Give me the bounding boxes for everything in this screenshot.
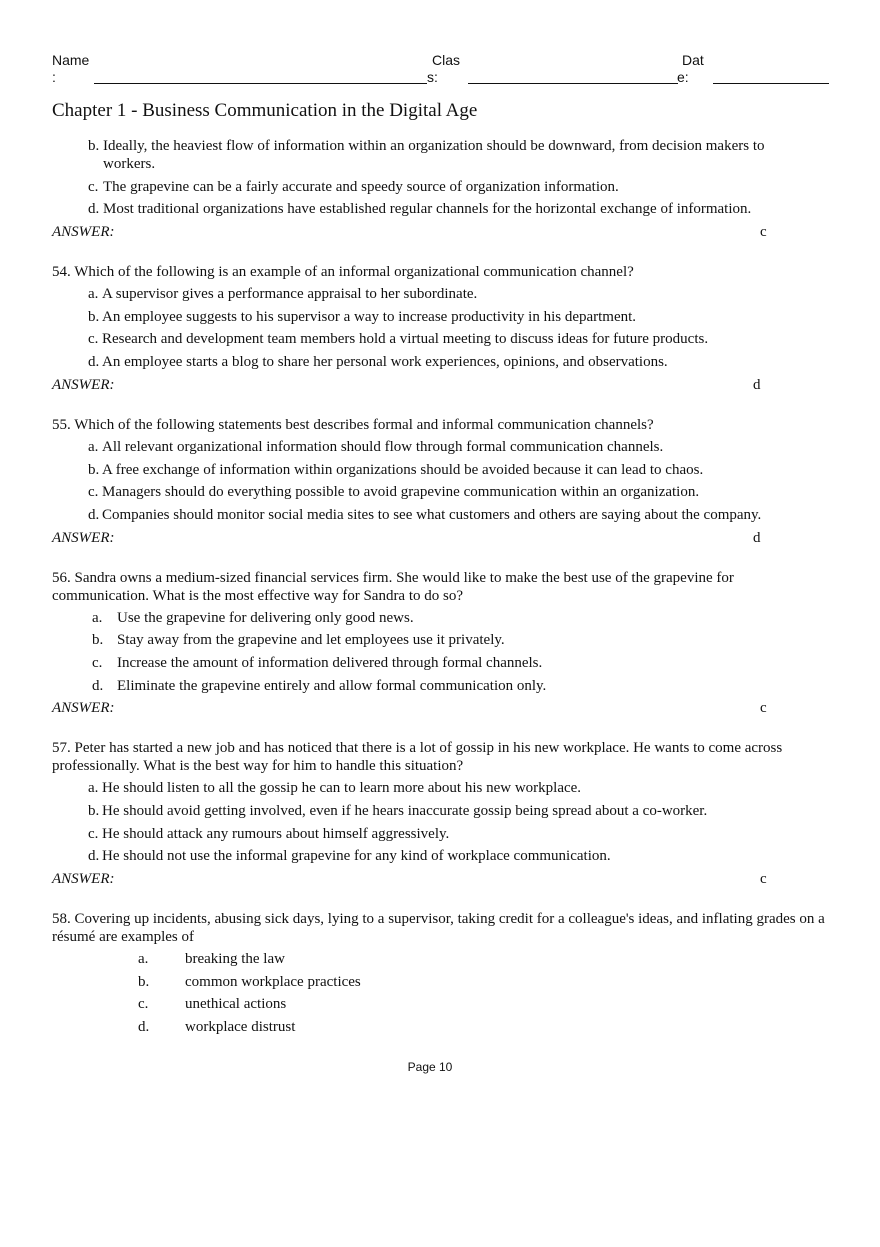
class-label: Clas [432, 52, 461, 68]
option-letter: d. [88, 354, 100, 371]
option-text: workplace distrust [185, 1019, 296, 1036]
option-letter: d. [88, 848, 100, 865]
option [52, 178, 828, 196]
option [52, 609, 828, 627]
question-58 [52, 910, 828, 1036]
question-stem: 55. Which of the following statements best describes formal and informal communication channels? [52, 416, 654, 433]
chapter-title: Chapter 1 - Business Communication in the Digital Age [52, 100, 478, 121]
question-list [52, 137, 828, 1041]
option-letter: b. [88, 461, 100, 478]
option [52, 802, 828, 820]
name-label-colon: : [52, 69, 56, 85]
answer-label: ANSWER: [52, 224, 115, 241]
option-letter: c. [88, 331, 99, 348]
option-text: Ideally, the heaviest flow of information within an organization should be downward, from decision makers to workers. [103, 138, 765, 172]
answer-value: d [753, 529, 761, 546]
page-footer [0, 1060, 880, 1074]
question-53-continued [52, 137, 828, 241]
option-text: The grapevine can be a fairly accurate and speedy source of organization information. [103, 178, 619, 195]
option-text: A free exchange of information within organizations should be avoided because it can lead to chaos. [102, 461, 704, 478]
option-text: Use the grapevine for delivering only good news. [117, 609, 414, 626]
option [52, 825, 828, 843]
question-54 [52, 263, 828, 394]
answer-value: c [760, 700, 767, 717]
option-text: He should attack any rumours about himself aggressively. [102, 825, 450, 842]
option-letter: b. [92, 632, 104, 649]
option-letter: a. [88, 780, 99, 797]
option-text: Stay away from the grapevine and let employees use it privately. [117, 632, 505, 649]
answer-row [52, 376, 828, 394]
option-text: breaking the law [185, 951, 285, 968]
answer-value: c [760, 224, 767, 241]
class-label-suffix: s: [427, 69, 438, 85]
option-letter: c. [88, 178, 99, 195]
name-field-line[interactable] [94, 83, 427, 84]
option-text: Eliminate the grapevine entirely and allow formal communication only. [117, 677, 547, 694]
option-letter: c. [88, 825, 99, 842]
option-text: unethical actions [185, 996, 287, 1013]
option-letter: c. [92, 654, 103, 671]
header-fields [0, 52, 880, 92]
answer-row [52, 699, 828, 717]
option [52, 506, 828, 524]
option [52, 631, 828, 649]
question-stem: 54. Which of the following is an example of an informal organizational communication channel? [52, 264, 634, 281]
option-text: Increase the amount of information delivered through formal channels. [117, 654, 543, 671]
option-letter: b. [138, 973, 150, 990]
option [52, 677, 828, 695]
option-text: Managers should do everything possible to avoid grapevine communication within an organization. [102, 484, 700, 501]
option [52, 308, 828, 326]
answer-row [52, 223, 828, 241]
option-letter: a. [92, 609, 103, 626]
answer-row [52, 529, 828, 547]
option-letter: d. [138, 1019, 150, 1036]
page-number: Page 10 [407, 1060, 453, 1074]
option [52, 950, 828, 968]
class-field-line[interactable] [468, 83, 678, 84]
date-label: Dat [682, 52, 704, 68]
option-text: All relevant organizational information should flow through formal communication channels. [102, 438, 664, 455]
answer-value: d [753, 376, 761, 393]
option-letter: b. [88, 308, 100, 325]
option-text: A supervisor gives a performance appraisal to her subordinate. [102, 286, 478, 303]
option-text: Research and development team members hold a virtual meeting to discuss ideas for future products. [102, 331, 709, 348]
option-text: An employee suggests to his supervisor a way to increase productivity in his department. [102, 308, 637, 325]
option-letter: c. [138, 996, 149, 1013]
answer-value: c [760, 871, 767, 888]
option [52, 779, 828, 797]
option [52, 285, 828, 303]
option-letter: b. [88, 138, 100, 154]
option-text: An employee starts a blog to share her personal work experiences, opinions, and observations. [102, 354, 668, 371]
option [52, 847, 828, 865]
option-letter: d. [88, 201, 100, 218]
answer-row [52, 870, 828, 888]
option [52, 353, 828, 371]
option [52, 438, 828, 456]
option-text: He should not use the informal grapevine for any kind of workplace communication. [102, 848, 611, 865]
option [52, 200, 828, 218]
option [52, 654, 828, 672]
option [52, 483, 828, 501]
option-text: He should listen to all the gossip he can to learn more about his new workplace. [102, 780, 582, 797]
option-letter: d. [88, 506, 100, 523]
option [52, 330, 828, 348]
answer-label: ANSWER: [52, 700, 115, 717]
option-letter: b. [88, 803, 100, 819]
question-stem: 56. Sandra owns a medium-sized financial services firm. She would like to make the best use of the grapevine for communication. What is the most effective way for Sandra to do so? [52, 569, 734, 604]
option [52, 973, 828, 991]
option-text: He should avoid getting involved, even if he hears inaccurate gossip being spread about a co-worker. [102, 803, 708, 819]
question-56 [52, 569, 828, 718]
date-field-line[interactable] [713, 83, 829, 84]
option-text: Most traditional organizations have established regular channels for the horizontal exchange of information. [103, 201, 752, 218]
option-letter: a. [138, 951, 149, 968]
date-label-suffix: e: [677, 69, 689, 85]
question-57 [52, 739, 828, 888]
question-stem: 58. Covering up incidents, abusing sick days, lying to a supervisor, taking credit for a colleague's ideas, and inflating grades on a résumé are examples of [52, 911, 825, 946]
answer-label: ANSWER: [52, 376, 115, 393]
answer-label: ANSWER: [52, 529, 115, 546]
option-letter: c. [88, 484, 99, 501]
name-label: Name [52, 52, 90, 68]
option-text: Companies should monitor social media sites to see what customers and others are saying about the company. [102, 506, 762, 523]
question-stem: 57. Peter has started a new job and has noticed that there is a lot of gossip in his new workplace. He wants to come across professionally. What is the best way for him to handle this situation? [52, 740, 783, 775]
option-text: common workplace practices [185, 973, 361, 990]
option [52, 461, 828, 479]
option-letter: d. [92, 677, 104, 694]
option [52, 137, 828, 173]
option-letter: a. [88, 438, 99, 455]
answer-label: ANSWER: [52, 871, 115, 888]
option [52, 1018, 828, 1036]
option-letter: a. [88, 286, 99, 303]
question-55 [52, 416, 828, 547]
option [52, 995, 828, 1013]
